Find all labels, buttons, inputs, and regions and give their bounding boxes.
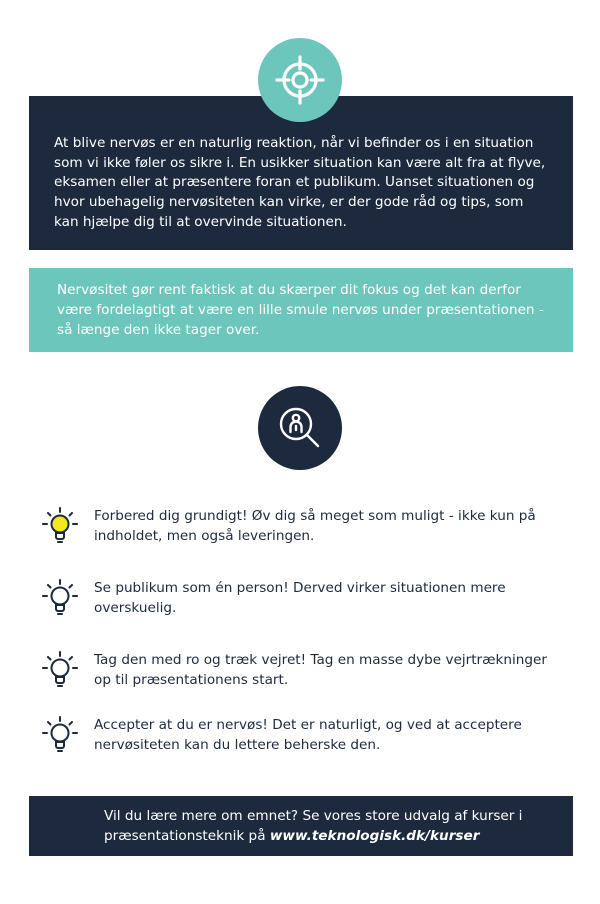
tip-item bbox=[40, 506, 560, 546]
tip-item bbox=[40, 715, 560, 755]
tip-item bbox=[40, 578, 560, 618]
tip-text: Accepter at du er nervøs! Det er naturligt, og ved at acceptere nervøsiteten kan du lettere beherske den. bbox=[94, 717, 522, 753]
lightbulb-icon bbox=[40, 650, 80, 690]
highlight-text: Nervøsitet gør rent faktisk at du skærper dit fokus og det kan derfor være fordelagtigt at være en lille smule nervøs under præsentationen - så længe den ikke tager over. bbox=[57, 282, 544, 338]
lightbulb-icon bbox=[40, 578, 80, 618]
tip-item bbox=[40, 650, 560, 690]
tip-text: Forbered dig grundigt! Øv dig så meget som muligt - ikke kun på indholdet, men også leveringen. bbox=[94, 508, 536, 544]
crosshair-icon bbox=[274, 54, 326, 106]
tip-text: Se publikum som én person! Derved virker situationen mere overskuelig. bbox=[94, 580, 506, 616]
lightbulb-lit-icon bbox=[40, 506, 80, 546]
footer-box bbox=[29, 796, 573, 856]
highlight-box bbox=[29, 268, 573, 352]
tip-text: Tag den med ro og træk vejret! Tag en masse dybe vejrtrækninger op til præsentationens start. bbox=[94, 652, 547, 688]
person-search-icon-badge bbox=[258, 386, 342, 470]
target-icon-badge bbox=[258, 38, 342, 122]
person-search-icon bbox=[274, 402, 326, 454]
footer-link[interactable]: www.teknologisk.dk/kurser bbox=[269, 828, 480, 844]
lightbulb-icon bbox=[40, 715, 80, 755]
intro-text: At blive nervøs er en naturlig reaktion, når vi befinder os i en situation som vi ikke føler os sikre i. En usikker situation kan være alt fra at flyve, eksamen eller at præsentere foran et publikum. Uanset situationen og hvor ubehagelig nervøsiteten kan virke, er der gode råd og tips, som kan hjælpe dig til at overvinde situationen. bbox=[54, 135, 546, 230]
footer-text: Vil du lære mere om emnet? Se vores store udvalg af kurser i præsentationsteknik på bbox=[104, 808, 523, 844]
